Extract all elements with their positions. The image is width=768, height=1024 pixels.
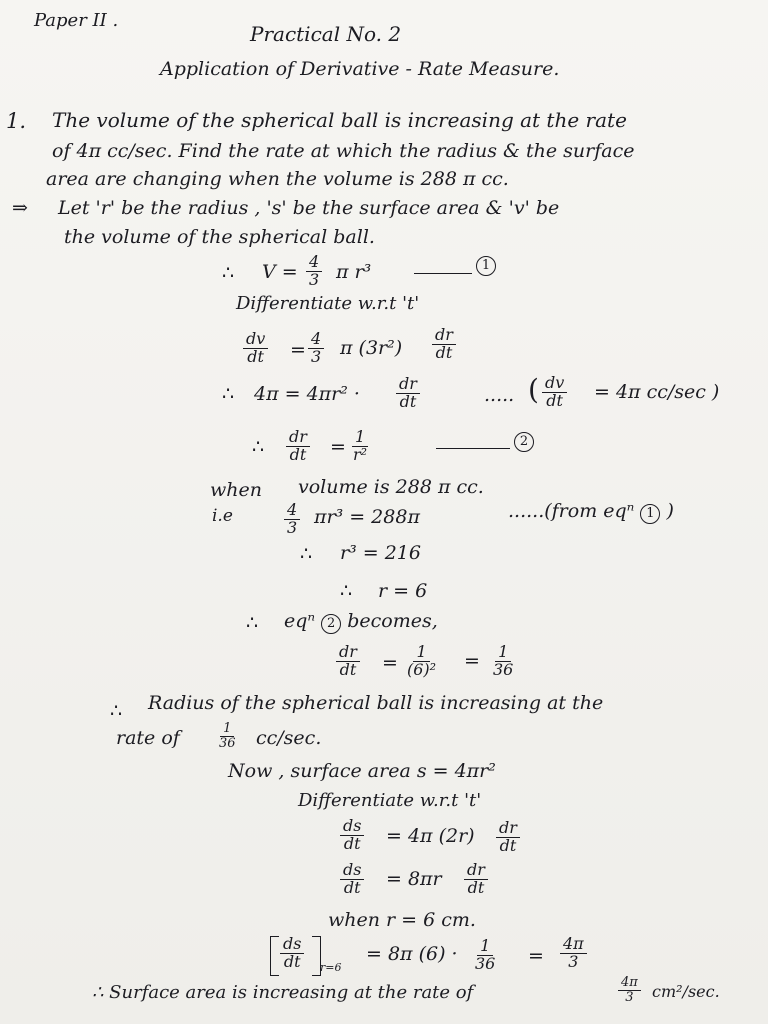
subscript-r-6: r=6 bbox=[320, 961, 342, 974]
question-number: 1. bbox=[6, 109, 27, 133]
surface-area-formula: Now , surface area s = 4πr² bbox=[228, 760, 496, 782]
therefore-symbol-3: ∴ bbox=[252, 436, 265, 458]
fraction-dv-dt: $\frac{dv}{dt}$ bbox=[243, 331, 268, 366]
equation-tag-2: 2 bbox=[514, 430, 534, 452]
v-equals: V = bbox=[262, 261, 298, 283]
pi-three-r-squared: π (3r²) bbox=[340, 337, 403, 359]
when-label: when bbox=[210, 479, 262, 501]
when-r-6: when r = 6 cm. bbox=[328, 909, 476, 931]
equals-sign: = bbox=[290, 339, 306, 361]
equation-tag-1: 1 bbox=[476, 254, 496, 276]
eqn-2-becomes: eqⁿ 2 becomes, bbox=[284, 610, 438, 632]
from-equation-note: ......(from eqⁿ 1 ) bbox=[508, 500, 674, 522]
therefore-symbol-6: ∴ bbox=[246, 612, 259, 634]
equals-sign-3: = bbox=[382, 652, 398, 674]
therefore-symbol-5: ∴ bbox=[340, 580, 353, 602]
page-subtitle: Application of Derivative - Rate Measure. bbox=[160, 58, 560, 80]
differentiate-label: Differentiate w.r.t 't' bbox=[236, 293, 420, 314]
fraction-dr-dt-4: $\frac{dr}{dt}$ bbox=[336, 644, 360, 679]
let-line-1: Let 'r' be the radius , 's' be the surface area & 'v' be bbox=[58, 197, 560, 219]
ie-equation: πr³ = 288π bbox=[314, 506, 420, 528]
fraction-four-thirds-3: $\frac{4}{3}$ bbox=[284, 502, 300, 537]
given-rate: = 4π cc/sec ) bbox=[594, 381, 720, 403]
question-line-2: of 4π cc/sec. Find the rate at which the radius & the surface bbox=[52, 140, 635, 162]
fraction-dr-dt-6: $\frac{dr}{dt}$ bbox=[464, 862, 488, 897]
fraction-one-over-36-3: $\frac{1}{36}$ bbox=[475, 936, 496, 973]
paper-label: Paper II . bbox=[34, 10, 119, 31]
therefore-symbol: ∴ bbox=[222, 262, 235, 284]
ie-label: i.e bbox=[212, 506, 233, 526]
fraction-ds-dt-2: $\frac{ds}{dt}$ bbox=[340, 862, 364, 897]
paren-open: ( bbox=[528, 373, 539, 406]
r-cubed-216: r³ = 216 bbox=[340, 542, 421, 564]
equals-sign-5: = bbox=[528, 945, 544, 967]
equals-sign-4: = bbox=[464, 650, 480, 672]
fraction-four-pi-over-3: $\frac{4\pi}{3}$ bbox=[560, 936, 587, 971]
step-four-pi: 4π = 4πr² · bbox=[254, 383, 360, 405]
fraction-ds-dt-3: $\frac{ds}{dt}$ bbox=[280, 936, 304, 971]
dots-leader: ..... bbox=[484, 384, 515, 406]
fraction-dv-dt-given: $\frac{dv}{dt}$ bbox=[542, 375, 567, 410]
radius-conclusion-line-1: Radius of the spherical ball is increasing at the bbox=[148, 692, 604, 714]
equals-sign-2: = bbox=[330, 436, 346, 458]
differentiate-label-2: Differentiate w.r.t 't' bbox=[298, 790, 482, 811]
fraction-dr-dt: $\frac{dr}{dt}$ bbox=[432, 327, 456, 362]
fraction-dr-dt-5: $\frac{dr}{dt}$ bbox=[496, 820, 520, 855]
fraction-ds-dt: $\frac{ds}{dt}$ bbox=[340, 818, 364, 853]
implies-arrow: ⇒ bbox=[12, 197, 28, 219]
practical-title: Practical No. 2 bbox=[250, 22, 402, 46]
pi-r-cubed: π r³ bbox=[336, 261, 372, 283]
four-pi-two-r: = 4π (2r) bbox=[386, 825, 475, 847]
surface-units: cm²/sec. bbox=[652, 982, 720, 1001]
fraction-four-pi-over-3-2: $\frac{4\pi}{3}$ bbox=[618, 976, 641, 1004]
radius-rate-of: rate of bbox=[116, 727, 180, 749]
fraction-dr-dt-2: $\frac{dr}{dt}$ bbox=[396, 376, 420, 411]
question-line-3: area are changing when the volume is 288 π cc. bbox=[46, 168, 509, 190]
equation-leader-line-2 bbox=[436, 448, 510, 449]
surface-conclusion: ∴ Surface area is increasing at the rate of bbox=[92, 982, 474, 1003]
final-substitution: = 8π (6) · bbox=[366, 943, 458, 965]
volume-is-text: volume is 288 π cc. bbox=[298, 476, 484, 498]
therefore-symbol-7: ∴ bbox=[110, 700, 123, 722]
fraction-four-thirds: $\frac{4}{3}$ bbox=[306, 254, 322, 289]
question-line-1: The volume of the spherical ball is increasing at the rate bbox=[52, 108, 627, 132]
r-equals-6: r = 6 bbox=[378, 580, 428, 602]
eight-pi-r: = 8πr bbox=[386, 868, 442, 890]
therefore-symbol-4: ∴ bbox=[300, 543, 313, 565]
let-line-2: the volume of the spherical ball. bbox=[64, 226, 375, 248]
fraction-one-over-r-squared: $\frac{1}{\text{r²}}$ bbox=[353, 427, 368, 464]
bracket-left bbox=[270, 936, 279, 976]
fraction-one-over-six-squared: $\frac{1}{\text{(6)²}}$ bbox=[407, 642, 437, 679]
radius-units: cc/sec. bbox=[256, 727, 322, 749]
therefore-symbol-2: ∴ bbox=[222, 383, 235, 405]
fraction-one-over-36: $\frac{1}{36}$ bbox=[493, 642, 514, 679]
fraction-dr-dt-3: $\frac{dr}{dt}$ bbox=[286, 429, 310, 464]
fraction-four-thirds-2: $\frac{4}{3}$ bbox=[308, 331, 324, 366]
fraction-one-over-36-2: $\frac{1}{36}$ bbox=[219, 721, 236, 751]
equation-leader-line bbox=[414, 273, 472, 274]
